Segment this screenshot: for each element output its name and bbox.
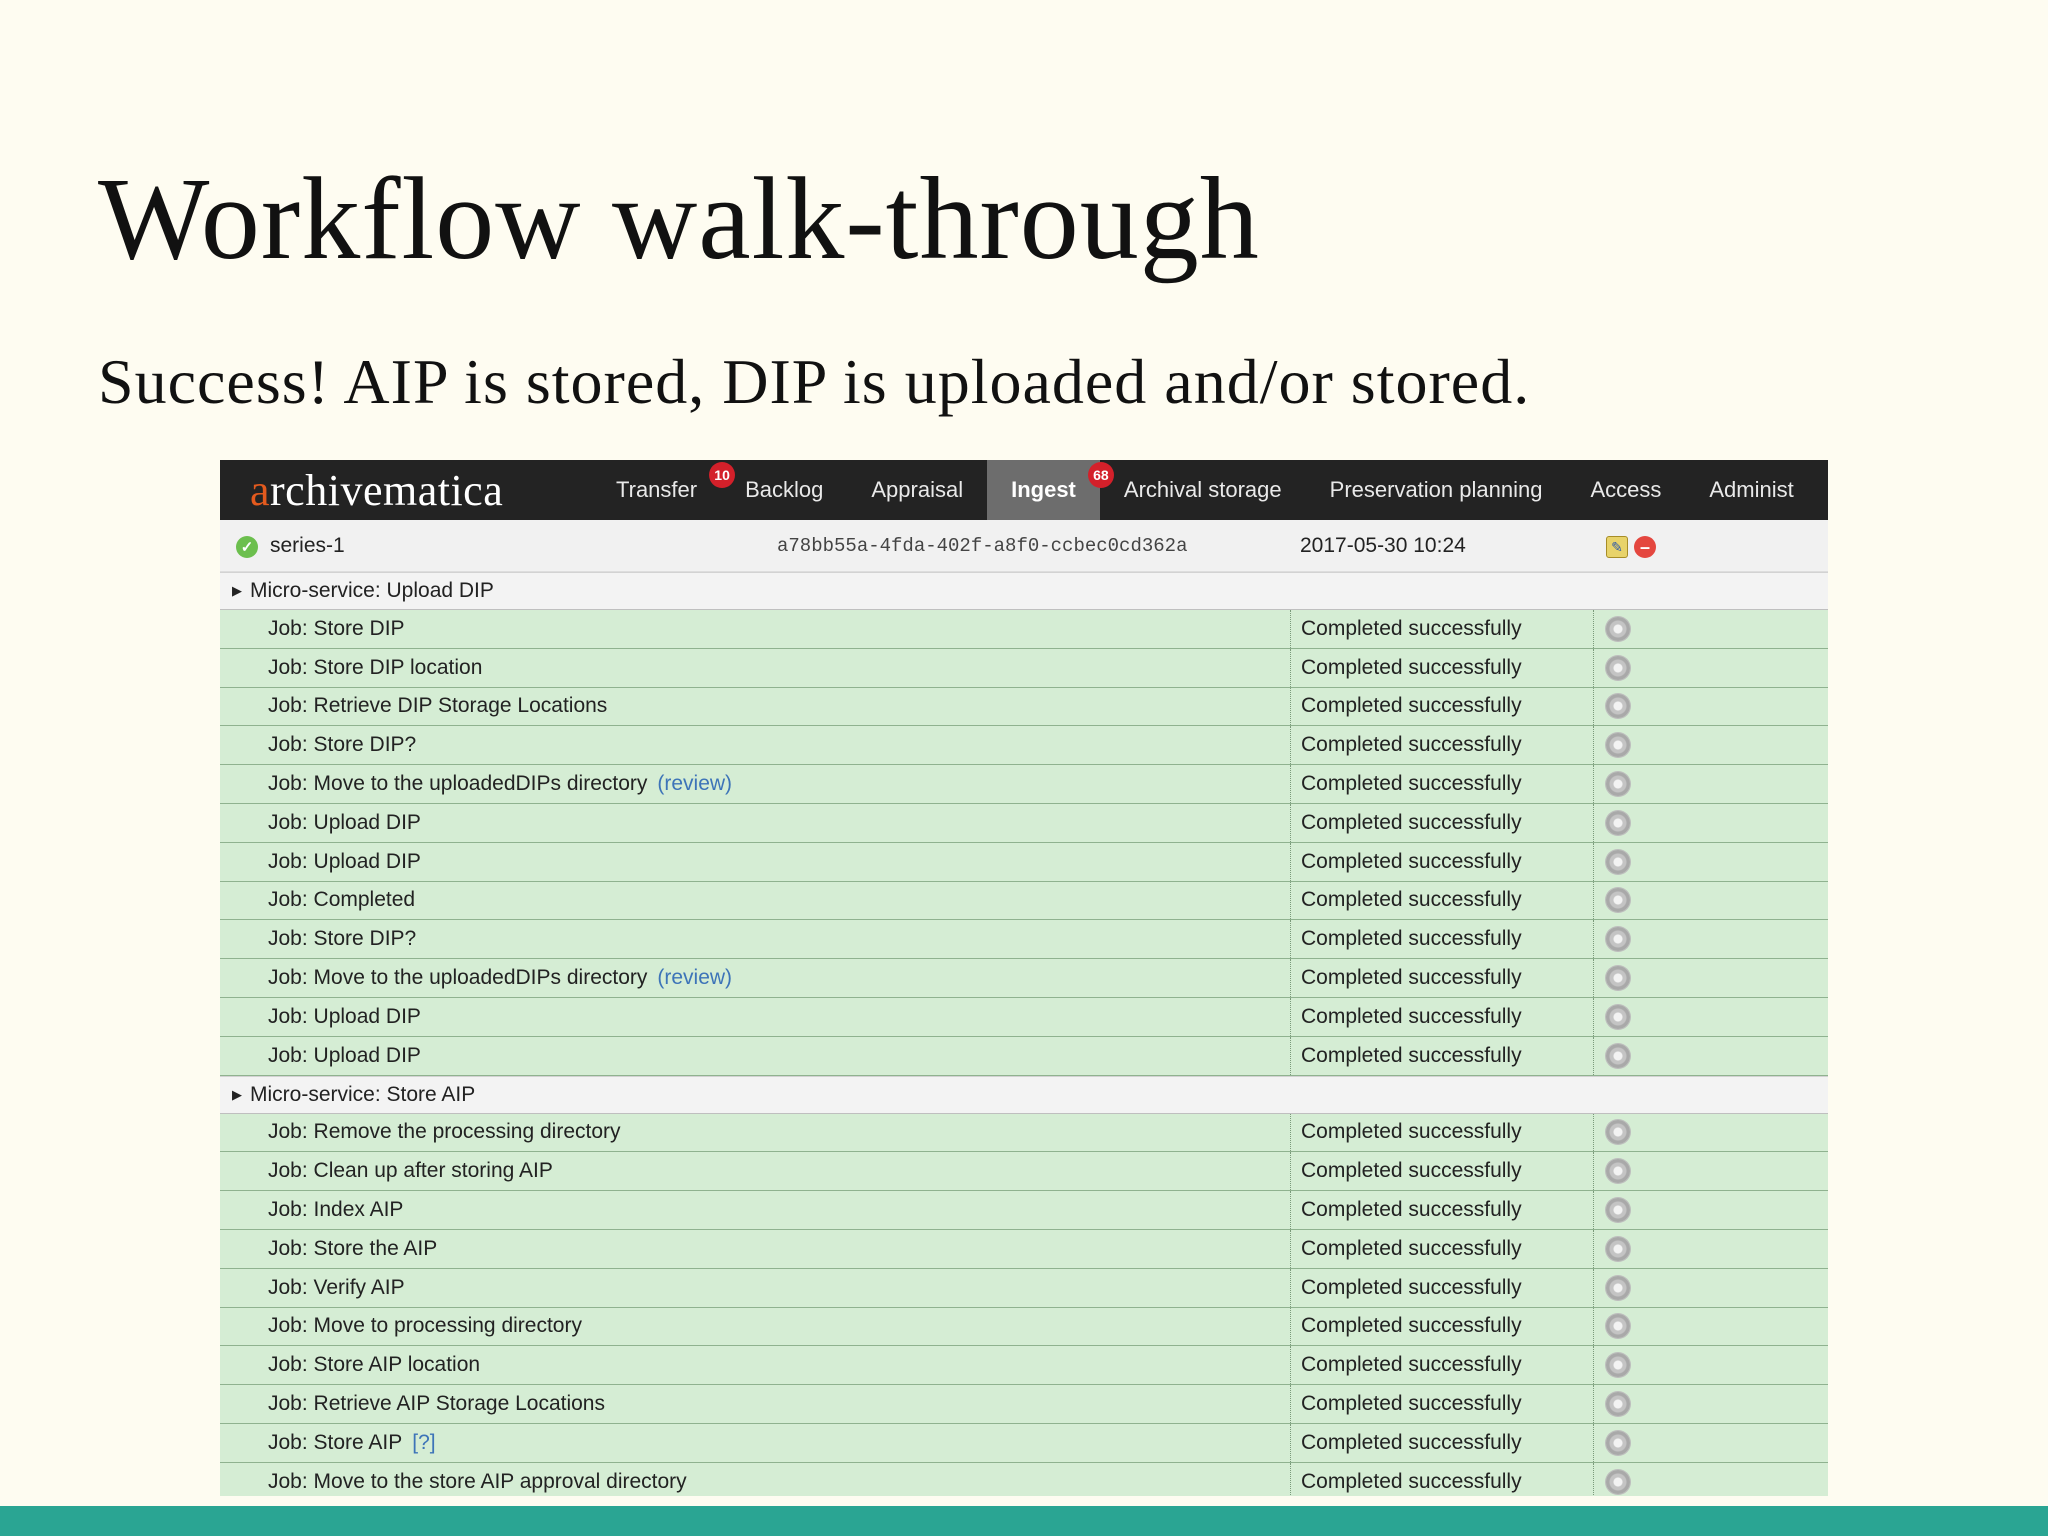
job-row xyxy=(220,843,1828,882)
gear-icon[interactable] xyxy=(1606,811,1630,835)
job-name-cell xyxy=(268,850,421,874)
gear-icon[interactable] xyxy=(1606,850,1630,874)
gear-icon[interactable] xyxy=(1606,1470,1630,1494)
job-actions xyxy=(1593,1230,1828,1268)
job-actions xyxy=(1593,1269,1828,1307)
job-row xyxy=(220,1463,1828,1496)
nav-tab-administ[interactable] xyxy=(1685,460,1817,520)
job-row xyxy=(220,1424,1828,1463)
check-icon: ✓ xyxy=(236,536,258,558)
job-name-cell xyxy=(268,1314,582,1338)
job-name-cell xyxy=(268,617,405,641)
slide-title: Workflow walk-through xyxy=(98,153,1260,284)
job-status: Completed successfully xyxy=(1290,1152,1593,1190)
job-name-cell xyxy=(268,1431,436,1455)
nav-tab-label: Appraisal xyxy=(871,477,964,502)
job-status: Completed successfully xyxy=(1290,1037,1593,1075)
job-name: Job: Retrieve AIP Storage Locations xyxy=(268,1392,605,1416)
job-link[interactable]: (review) xyxy=(657,966,733,990)
job-status: Completed successfully xyxy=(1290,1346,1593,1384)
gear-icon[interactable] xyxy=(1606,1314,1630,1338)
gear-icon[interactable] xyxy=(1606,1392,1630,1416)
job-row xyxy=(220,1191,1828,1230)
job-actions xyxy=(1593,882,1828,920)
nav-tab-label: Preservation planning xyxy=(1329,477,1543,502)
job-name: Job: Verify AIP xyxy=(268,1275,405,1299)
job-status: Completed successfully xyxy=(1290,1269,1593,1307)
remove-icon[interactable]: – xyxy=(1634,536,1656,558)
job-name-cell xyxy=(268,733,416,757)
expand-triangle-icon[interactable]: ▶ xyxy=(232,1086,242,1102)
job-status: Completed successfully xyxy=(1290,882,1593,920)
job-actions xyxy=(1593,765,1828,803)
count-badge: 10 xyxy=(709,462,735,488)
job-name-cell xyxy=(268,888,415,912)
nav-tab-backlog[interactable] xyxy=(721,460,847,520)
job-status: Completed successfully xyxy=(1290,610,1593,648)
job-name: Job: Store DIP? xyxy=(268,927,417,951)
nav-tabs xyxy=(592,460,1818,520)
job-actions xyxy=(1593,688,1828,726)
gear-icon[interactable] xyxy=(1606,694,1630,718)
nav-tab-access[interactable] xyxy=(1566,460,1685,520)
job-actions xyxy=(1593,998,1828,1036)
nav-tab-preservation-planning[interactable] xyxy=(1306,460,1567,520)
job-actions xyxy=(1593,1114,1828,1152)
job-row xyxy=(220,998,1828,1037)
job-status: Completed successfully xyxy=(1290,765,1593,803)
job-link[interactable]: [?] xyxy=(412,1430,436,1454)
job-actions xyxy=(1593,959,1828,997)
microservice-list xyxy=(220,572,1828,1496)
job-name-cell xyxy=(268,966,732,990)
job-name-cell xyxy=(268,1237,437,1261)
job-name: Job: Store AIP location xyxy=(268,1353,481,1377)
gear-icon[interactable] xyxy=(1606,966,1630,990)
gear-icon[interactable] xyxy=(1606,1431,1630,1455)
job-name: Job: Move to processing directory xyxy=(268,1314,582,1338)
microservice-header[interactable] xyxy=(220,1076,1828,1114)
job-name-cell xyxy=(268,1198,403,1222)
job-actions xyxy=(1593,1463,1828,1496)
nav-tab-label: Access xyxy=(1590,477,1662,502)
job-row xyxy=(220,1269,1828,1308)
gear-icon[interactable] xyxy=(1606,1353,1630,1377)
job-name-cell xyxy=(268,772,732,796)
job-name: Job: Store DIP xyxy=(268,616,405,640)
job-name: Job: Upload DIP xyxy=(268,810,421,834)
gear-icon[interactable] xyxy=(1606,1159,1630,1183)
sip-uuid: a78bb55a-4fda-402f-a8f0-ccbec0cd362a xyxy=(777,534,1188,557)
job-actions xyxy=(1593,610,1828,648)
job-status: Completed successfully xyxy=(1290,843,1593,881)
job-actions xyxy=(1593,1152,1828,1190)
nav-tab-label: Transfer xyxy=(616,477,698,502)
job-name-cell xyxy=(268,927,416,951)
archivematica-screenshot xyxy=(220,460,1828,1496)
job-actions xyxy=(1593,1037,1828,1075)
job-row xyxy=(220,765,1828,804)
job-name: Job: Upload DIP xyxy=(268,1043,421,1067)
logo-a-mark: a xyxy=(250,465,271,515)
nav-tab-label: Ingest xyxy=(1011,477,1076,502)
job-link[interactable]: (review) xyxy=(657,772,733,796)
gear-icon[interactable] xyxy=(1606,888,1630,912)
gear-icon[interactable] xyxy=(1606,733,1630,757)
job-status: Completed successfully xyxy=(1290,688,1593,726)
nav-tab-archival-storage[interactable] xyxy=(1100,460,1306,520)
nav-tab-ingest[interactable] xyxy=(987,460,1109,520)
sip-row[interactable] xyxy=(220,520,1828,572)
expand-triangle-icon[interactable]: ▶ xyxy=(232,583,242,598)
job-actions xyxy=(1593,1346,1828,1384)
gear-icon[interactable] xyxy=(1606,617,1630,641)
job-status: Completed successfully xyxy=(1290,959,1593,997)
job-status: Completed successfully xyxy=(1290,1230,1593,1268)
job-status: Completed successfully xyxy=(1290,920,1593,958)
job-name-cell xyxy=(268,1005,421,1029)
job-status: Completed successfully xyxy=(1290,726,1593,764)
archivematica-logo[interactable] xyxy=(250,465,592,516)
job-name: Job: Store AIP xyxy=(268,1430,403,1454)
job-actions xyxy=(1593,920,1828,958)
job-name-cell xyxy=(268,656,482,680)
job-row xyxy=(220,688,1828,727)
job-row xyxy=(220,649,1828,688)
job-name-cell xyxy=(268,1159,553,1183)
nav-tab-label: Administ xyxy=(1709,477,1794,502)
gear-icon[interactable] xyxy=(1606,1044,1630,1068)
nav-tab-label: Archival storage xyxy=(1123,477,1282,502)
job-actions xyxy=(1593,1424,1828,1462)
job-actions xyxy=(1593,726,1828,764)
job-name: Job: Completed xyxy=(268,888,416,912)
job-status: Completed successfully xyxy=(1290,1191,1593,1229)
microservice-label: Micro-service: Upload DIP xyxy=(250,579,494,602)
job-name: Job: Retrieve DIP Storage Locations xyxy=(268,694,608,718)
job-status: Completed successfully xyxy=(1290,1424,1593,1462)
job-name: Job: Move to the uploadedDIPs directory xyxy=(268,772,648,796)
job-name: Job: Store DIP? xyxy=(268,733,417,757)
nav-tab-transfer[interactable] xyxy=(592,460,730,520)
job-actions xyxy=(1593,649,1828,687)
job-actions xyxy=(1593,1191,1828,1229)
sip-name: series-1 xyxy=(270,533,345,557)
job-name: Job: Upload DIP xyxy=(268,849,421,873)
gear-icon[interactable] xyxy=(1606,1276,1630,1300)
nav-tab-appraisal[interactable] xyxy=(847,460,987,520)
job-name-cell xyxy=(268,1276,405,1300)
job-status: Completed successfully xyxy=(1290,1308,1593,1346)
job-status: Completed successfully xyxy=(1290,804,1593,842)
job-name: Job: Move to the store AIP approval directory xyxy=(268,1469,687,1493)
job-row xyxy=(220,726,1828,765)
job-name-cell xyxy=(268,811,421,835)
job-status: Completed successfully xyxy=(1290,1463,1593,1496)
job-row xyxy=(220,1152,1828,1191)
job-name-cell xyxy=(268,1120,621,1144)
job-name: Job: Store the AIP xyxy=(268,1236,438,1260)
slide-subtitle: Success! AIP is stored, DIP is uploaded and/or stored. xyxy=(98,346,1531,417)
job-actions xyxy=(1593,804,1828,842)
job-row xyxy=(220,610,1828,649)
job-row xyxy=(220,1037,1828,1076)
job-status: Completed successfully xyxy=(1290,649,1593,687)
job-row xyxy=(220,959,1828,998)
job-status: Completed successfully xyxy=(1290,1114,1593,1152)
job-name: Job: Upload DIP xyxy=(268,1004,421,1028)
gear-icon[interactable] xyxy=(1606,772,1630,796)
job-name: Job: Move to the uploadedDIPs directory xyxy=(268,966,648,990)
footer-bar xyxy=(0,1506,2048,1536)
gear-icon[interactable] xyxy=(1606,1005,1630,1029)
job-name-cell xyxy=(268,1392,605,1416)
job-name: Job: Index AIP xyxy=(268,1198,404,1222)
count-badge: 68 xyxy=(1088,462,1114,488)
job-row xyxy=(220,920,1828,959)
job-row xyxy=(220,1114,1828,1153)
microservice-label: Micro-service: Store AIP xyxy=(250,1082,476,1106)
job-name-cell xyxy=(268,1044,421,1068)
job-name: Job: Remove the processing directory xyxy=(268,1120,621,1144)
sip-date: 2017-05-30 10:24 xyxy=(1300,533,1466,557)
job-name: Job: Store DIP location xyxy=(268,655,483,679)
gear-icon[interactable] xyxy=(1606,927,1630,951)
job-name-cell xyxy=(268,1353,480,1377)
gear-icon[interactable] xyxy=(1606,1198,1630,1222)
job-actions xyxy=(1593,1308,1828,1346)
job-actions xyxy=(1593,1385,1828,1423)
job-row xyxy=(220,882,1828,921)
job-name: Job: Clean up after storing AIP xyxy=(268,1159,553,1183)
edit-metadata-icon[interactable]: ✎ xyxy=(1606,536,1628,558)
logo-text: rchivematica xyxy=(270,465,504,515)
gear-icon[interactable] xyxy=(1606,1237,1630,1261)
job-row xyxy=(220,1308,1828,1347)
job-row xyxy=(220,804,1828,843)
gear-icon[interactable] xyxy=(1606,656,1630,680)
job-actions xyxy=(1593,843,1828,881)
job-status: Completed successfully xyxy=(1290,998,1593,1036)
job-name-cell xyxy=(268,694,607,718)
job-name-cell xyxy=(268,1470,687,1494)
microservice-header[interactable] xyxy=(220,572,1828,610)
job-row xyxy=(220,1346,1828,1385)
top-navigation xyxy=(220,460,1828,520)
job-status: Completed successfully xyxy=(1290,1385,1593,1423)
job-row xyxy=(220,1230,1828,1269)
nav-tab-label: Backlog xyxy=(745,477,824,502)
job-row xyxy=(220,1385,1828,1424)
gear-icon[interactable] xyxy=(1606,1120,1630,1144)
